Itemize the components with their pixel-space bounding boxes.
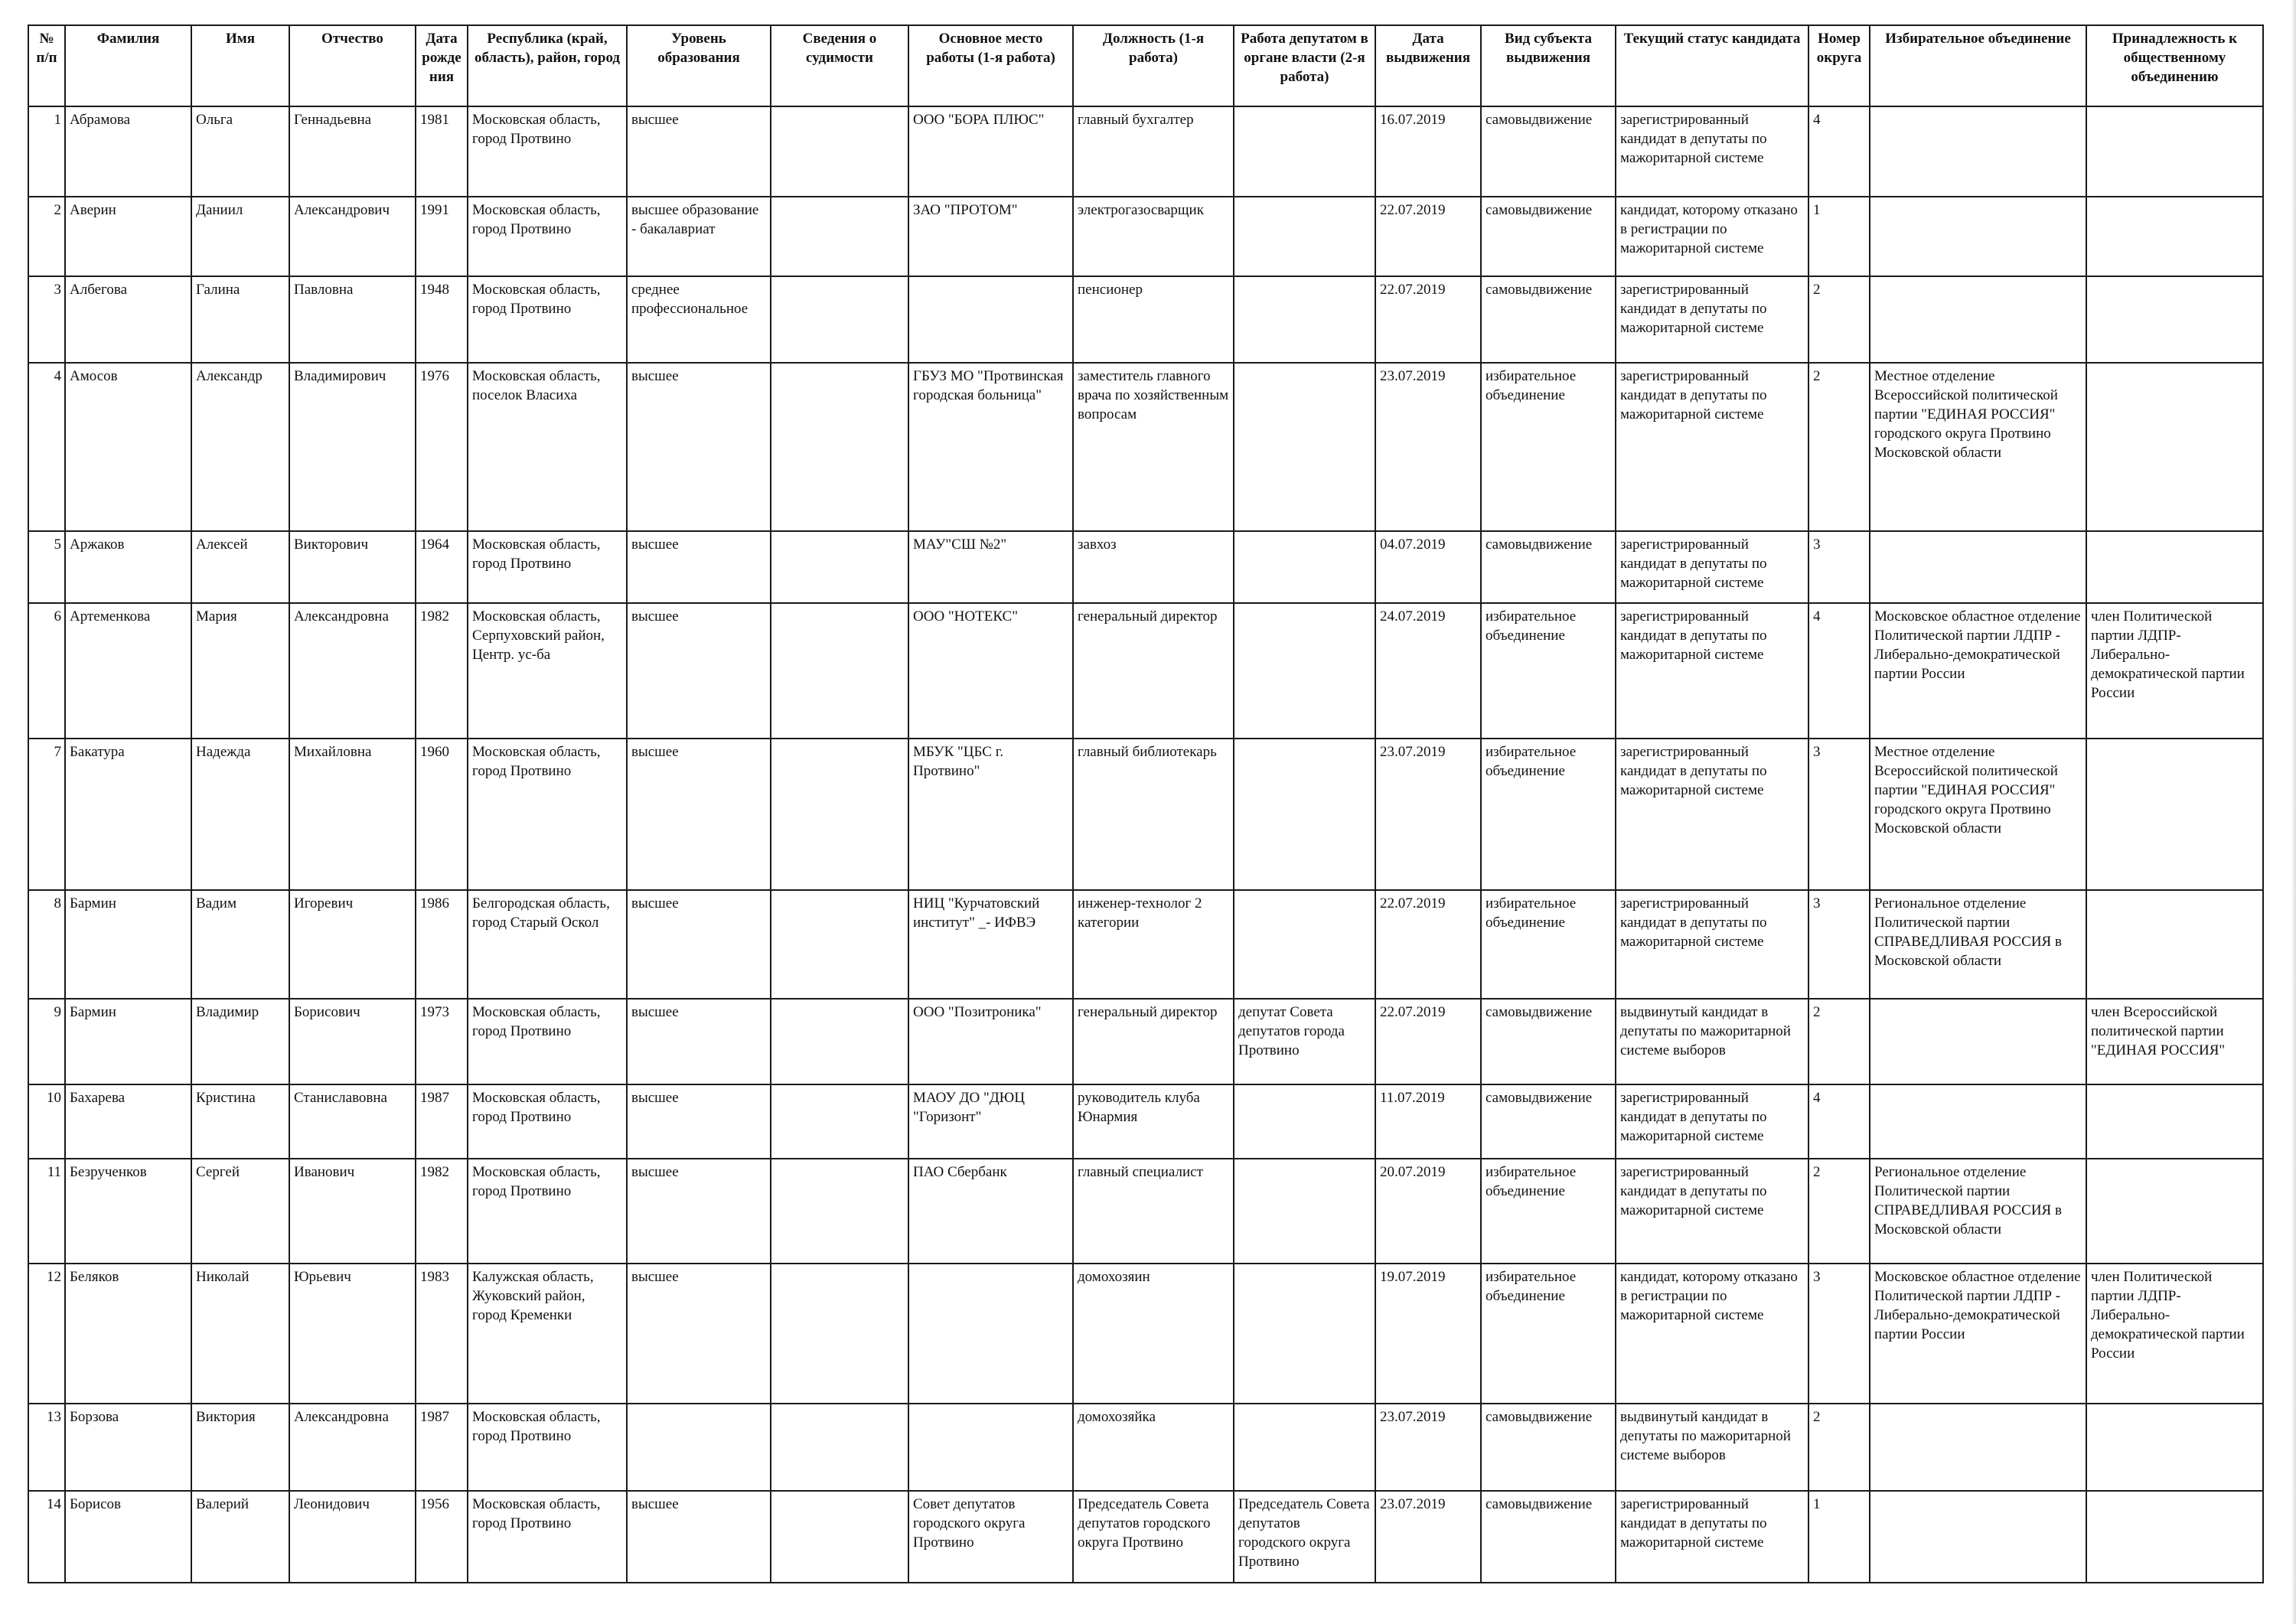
cell-position: главный специалист [1073, 1159, 1234, 1264]
cell-first-name: Мария [191, 603, 289, 739]
header-region: Республика (край, область), район, город [468, 25, 627, 106]
cell-electoral-association [1870, 1404, 2086, 1491]
cell-birth-date: 1973 [416, 999, 468, 1084]
cell-birth-date: 1983 [416, 1264, 468, 1404]
cell-region: Московская область, город Протвино [468, 1491, 627, 1583]
cell-birth-date: 1956 [416, 1491, 468, 1583]
cell-nomination-date: 22.07.2019 [1375, 197, 1481, 276]
header-conviction: Сведения о судимости [771, 25, 908, 106]
table-row [28, 197, 2263, 276]
cell-position: пенсионер [1073, 276, 1234, 363]
cell-patronymic: Александрович [289, 197, 416, 276]
cell-position: завхоз [1073, 531, 1234, 603]
table-row [28, 363, 2263, 531]
table-body [28, 106, 2263, 1583]
cell-status: зарегистрированный кандидат в депутаты по мажоритарной системе [1616, 1084, 1808, 1159]
cell-public-association: член Политической партии ЛДПР-Либерально-демократической партии России [2086, 603, 2263, 739]
cell-patronymic: Владимирович [289, 363, 416, 531]
cell-birth-date: 1948 [416, 276, 468, 363]
cell-number: 1 [28, 106, 65, 197]
cell-education: высшее [627, 1264, 771, 1404]
cell-district: 3 [1808, 531, 1870, 603]
cell-status: зарегистрированный кандидат в депутаты по мажоритарной системе [1616, 106, 1808, 197]
cell-patronymic: Борисович [289, 999, 416, 1084]
cell-district: 3 [1808, 890, 1870, 999]
cell-number: 2 [28, 197, 65, 276]
cell-surname: Артеменкова [65, 603, 191, 739]
cell-public-association [2086, 531, 2263, 603]
cell-electoral-association [1870, 531, 2086, 603]
cell-deputy-work [1234, 276, 1375, 363]
cell-birth-date: 1982 [416, 603, 468, 739]
cell-nomination-type: самовыдвижение [1481, 1084, 1616, 1159]
cell-public-association: член Всероссийской политической партии "ЕДИНАЯ РОССИЯ" [2086, 999, 2263, 1084]
cell-position: главный бухгалтер [1073, 106, 1234, 197]
cell-conviction [771, 603, 908, 739]
cell-public-association [2086, 197, 2263, 276]
cell-nomination-type: избирательное объединение [1481, 1159, 1616, 1264]
cell-deputy-work [1234, 1264, 1375, 1404]
cell-education: высшее образование - бакалавриат [627, 197, 771, 276]
cell-first-name: Александр [191, 363, 289, 531]
cell-education: высшее [627, 1491, 771, 1583]
cell-patronymic: Александровна [289, 603, 416, 739]
cell-status: зарегистрированный кандидат в депутаты по мажоритарной системе [1616, 890, 1808, 999]
cell-workplace [908, 1404, 1073, 1491]
cell-number: 8 [28, 890, 65, 999]
header-number: № п/п [28, 25, 65, 106]
header-nomination-type: Вид субъекта выдвижения [1481, 25, 1616, 106]
cell-number: 14 [28, 1491, 65, 1583]
cell-first-name: Виктория [191, 1404, 289, 1491]
cell-surname: Бармин [65, 999, 191, 1084]
cell-patronymic: Юрьевич [289, 1264, 416, 1404]
table-row [28, 106, 2263, 197]
cell-birth-date: 1987 [416, 1404, 468, 1491]
cell-surname: Бармин [65, 890, 191, 999]
header-electoral-association: Избирательное объединение [1870, 25, 2086, 106]
cell-first-name: Сергей [191, 1159, 289, 1264]
cell-workplace: МАОУ ДО "ДЮЦ "Горизонт" [908, 1084, 1073, 1159]
cell-nomination-type: самовыдвижение [1481, 197, 1616, 276]
cell-surname: Бахарева [65, 1084, 191, 1159]
cell-birth-date: 1991 [416, 197, 468, 276]
cell-status: выдвинутый кандидат в депутаты по мажоритарной системе выборов [1616, 1404, 1808, 1491]
cell-district: 1 [1808, 197, 1870, 276]
cell-region: Калужская область, Жуковский район, город Кременки [468, 1264, 627, 1404]
table-row [28, 603, 2263, 739]
cell-electoral-association: Региональное отделение Политической партии СПРАВЕДЛИВАЯ РОССИЯ в Московской области [1870, 890, 2086, 999]
cell-electoral-association: Местное отделение Всероссийской политической партии "ЕДИНАЯ РОССИЯ" городского округа Протвино Московской области [1870, 739, 2086, 890]
cell-public-association [2086, 739, 2263, 890]
table-row [28, 739, 2263, 890]
cell-district: 1 [1808, 1491, 1870, 1583]
cell-education: высшее [627, 363, 771, 531]
cell-position: домохозяин [1073, 1264, 1234, 1404]
cell-number: 13 [28, 1404, 65, 1491]
cell-nomination-date: 20.07.2019 [1375, 1159, 1481, 1264]
header-row [28, 25, 2263, 106]
cell-conviction [771, 890, 908, 999]
cell-birth-date: 1960 [416, 739, 468, 890]
cell-first-name: Ольга [191, 106, 289, 197]
header-first-name: Имя [191, 25, 289, 106]
cell-nomination-type: самовыдвижение [1481, 999, 1616, 1084]
cell-nomination-date: 23.07.2019 [1375, 1491, 1481, 1583]
cell-nomination-type: самовыдвижение [1481, 276, 1616, 363]
cell-electoral-association: Местное отделение Всероссийской политической партии "ЕДИНАЯ РОССИЯ" городского округа Протвино Московской области [1870, 363, 2086, 531]
cell-electoral-association [1870, 1491, 2086, 1583]
cell-surname: Абрамова [65, 106, 191, 197]
cell-status: зарегистрированный кандидат в депутаты по мажоритарной системе [1616, 363, 1808, 531]
cell-region: Белгородская область, город Старый Оскол [468, 890, 627, 999]
cell-education: высшее [627, 890, 771, 999]
cell-surname: Борисов [65, 1491, 191, 1583]
cell-position: генеральный директор [1073, 603, 1234, 739]
cell-status: зарегистрированный кандидат в депутаты по мажоритарной системе [1616, 603, 1808, 739]
cell-position: заместитель главного врача по хозяйственным вопросам [1073, 363, 1234, 531]
cell-deputy-work [1234, 1159, 1375, 1264]
header-nomination-date: Дата выдвижения [1375, 25, 1481, 106]
cell-public-association [2086, 363, 2263, 531]
cell-region: Московская область, город Протвино [468, 739, 627, 890]
cell-education: высшее [627, 1084, 771, 1159]
header-district: Номер округа [1808, 25, 1870, 106]
cell-nomination-date: 16.07.2019 [1375, 106, 1481, 197]
cell-public-association [2086, 276, 2263, 363]
cell-number: 11 [28, 1159, 65, 1264]
cell-public-association [2086, 106, 2263, 197]
cell-surname: Албегова [65, 276, 191, 363]
cell-public-association: член Политической партии ЛДПР-Либерально-демократической партии России [2086, 1264, 2263, 1404]
cell-first-name: Владимир [191, 999, 289, 1084]
cell-conviction [771, 1264, 908, 1404]
table-row [28, 1084, 2263, 1159]
cell-deputy-work [1234, 1404, 1375, 1491]
cell-deputy-work [1234, 197, 1375, 276]
cell-district: 2 [1808, 276, 1870, 363]
cell-region: Московская область, город Протвино [468, 1404, 627, 1491]
cell-nomination-date: 22.07.2019 [1375, 276, 1481, 363]
cell-conviction [771, 1159, 908, 1264]
cell-conviction [771, 363, 908, 531]
cell-patronymic: Павловна [289, 276, 416, 363]
cell-status: зарегистрированный кандидат в депутаты по мажоритарной системе [1616, 531, 1808, 603]
cell-electoral-association: Московское областное отделение Политической партии ЛДПР - Либерально-демократической партии России [1870, 603, 2086, 739]
cell-status: зарегистрированный кандидат в депутаты по мажоритарной системе [1616, 1491, 1808, 1583]
cell-number: 6 [28, 603, 65, 739]
cell-workplace: ГБУЗ МО "Протвинская городская больница" [908, 363, 1073, 531]
cell-birth-date: 1976 [416, 363, 468, 531]
cell-position: Председатель Совета депутатов городского округа Протвино [1073, 1491, 1234, 1583]
cell-number: 4 [28, 363, 65, 531]
cell-deputy-work [1234, 890, 1375, 999]
cell-nomination-type: самовыдвижение [1481, 531, 1616, 603]
cell-region: Московская область, город Протвино [468, 1084, 627, 1159]
cell-nomination-date: 22.07.2019 [1375, 890, 1481, 999]
cell-nomination-type: самовыдвижение [1481, 1491, 1616, 1583]
cell-surname: Борзова [65, 1404, 191, 1491]
header-patronymic: Отчество [289, 25, 416, 106]
cell-electoral-association: Московское областное отделение Политической партии ЛДПР - Либерально-демократической партии России [1870, 1264, 2086, 1404]
cell-surname: Беляков [65, 1264, 191, 1404]
table-row [28, 890, 2263, 999]
cell-education: высшее [627, 603, 771, 739]
cell-number: 9 [28, 999, 65, 1084]
cell-birth-date: 1986 [416, 890, 468, 999]
cell-first-name: Алексей [191, 531, 289, 603]
cell-nomination-date: 11.07.2019 [1375, 1084, 1481, 1159]
cell-workplace: ЗАО "ПРОТОМ" [908, 197, 1073, 276]
table-row [28, 1404, 2263, 1491]
cell-nomination-date: 24.07.2019 [1375, 603, 1481, 739]
scan-edge-shadow [2291, 0, 2296, 1624]
cell-first-name: Галина [191, 276, 289, 363]
cell-nomination-type: избирательное объединение [1481, 1264, 1616, 1404]
cell-district: 4 [1808, 1084, 1870, 1159]
cell-status: кандидат, которому отказано в регистрации по мажоритарной системе [1616, 197, 1808, 276]
cell-conviction [771, 1491, 908, 1583]
cell-education [627, 1404, 771, 1491]
table-row [28, 531, 2263, 603]
cell-number: 3 [28, 276, 65, 363]
cell-district: 3 [1808, 1264, 1870, 1404]
cell-workplace: ООО "Позитроника" [908, 999, 1073, 1084]
cell-electoral-association [1870, 106, 2086, 197]
cell-patronymic: Михайловна [289, 739, 416, 890]
cell-patronymic: Геннадьевна [289, 106, 416, 197]
cell-number: 5 [28, 531, 65, 603]
cell-electoral-association [1870, 999, 2086, 1084]
cell-status: зарегистрированный кандидат в депутаты по мажоритарной системе [1616, 1159, 1808, 1264]
cell-district: 2 [1808, 1404, 1870, 1491]
cell-birth-date: 1982 [416, 1159, 468, 1264]
cell-position: инженер-технолог 2 категории [1073, 890, 1234, 999]
cell-birth-date: 1987 [416, 1084, 468, 1159]
cell-district: 4 [1808, 106, 1870, 197]
cell-workplace: ООО "НОТЕКС" [908, 603, 1073, 739]
cell-conviction [771, 1084, 908, 1159]
cell-surname: Аверин [65, 197, 191, 276]
cell-surname: Аржаков [65, 531, 191, 603]
cell-district: 2 [1808, 363, 1870, 531]
cell-status: кандидат, которому отказано в регистрации по мажоритарной системе [1616, 1264, 1808, 1404]
cell-education: высшее [627, 999, 771, 1084]
cell-workplace: МАУ"СШ №2" [908, 531, 1073, 603]
cell-region: Московская область, город Протвино [468, 106, 627, 197]
cell-nomination-date: 22.07.2019 [1375, 999, 1481, 1084]
cell-position: генеральный директор [1073, 999, 1234, 1084]
cell-deputy-work: депутат Совета депутатов города Протвино [1234, 999, 1375, 1084]
cell-number: 12 [28, 1264, 65, 1404]
cell-region: Московская область, поселок Власиха [468, 363, 627, 531]
cell-district: 2 [1808, 1159, 1870, 1264]
cell-conviction [771, 999, 908, 1084]
cell-region: Московская область, город Протвино [468, 531, 627, 603]
table-row [28, 1264, 2263, 1404]
cell-first-name: Вадим [191, 890, 289, 999]
cell-workplace: ООО "БОРА ПЛЮС" [908, 106, 1073, 197]
cell-status: выдвинутый кандидат в депутаты по мажоритарной системе выборов [1616, 999, 1808, 1084]
cell-region: Московская область, Серпуховский район, Центр. ус-ба [468, 603, 627, 739]
cell-education: среднее профессиональное [627, 276, 771, 363]
cell-conviction [771, 739, 908, 890]
header-public-association: Принадлежность к общественному объединению [2086, 25, 2263, 106]
cell-conviction [771, 106, 908, 197]
table-row [28, 999, 2263, 1084]
cell-patronymic: Игоревич [289, 890, 416, 999]
cell-education: высшее [627, 1159, 771, 1264]
cell-deputy-work: Председатель Совета депутатов городского округа Протвино [1234, 1491, 1375, 1583]
cell-district: 2 [1808, 999, 1870, 1084]
cell-public-association [2086, 890, 2263, 999]
cell-workplace: Совет депутатов городского округа Протвино [908, 1491, 1073, 1583]
cell-surname: Безрученков [65, 1159, 191, 1264]
cell-deputy-work [1234, 603, 1375, 739]
cell-workplace: НИЦ "Курчатовский институт" _- ИФВЭ [908, 890, 1073, 999]
cell-nomination-date: 19.07.2019 [1375, 1264, 1481, 1404]
cell-status: зарегистрированный кандидат в депутаты по мажоритарной системе [1616, 739, 1808, 890]
cell-nomination-date: 04.07.2019 [1375, 531, 1481, 603]
cell-nomination-type: самовыдвижение [1481, 106, 1616, 197]
table-row [28, 1159, 2263, 1264]
header-birth-date: Дата рождения [416, 25, 468, 106]
cell-number: 10 [28, 1084, 65, 1159]
cell-patronymic: Иванович [289, 1159, 416, 1264]
cell-nomination-type: самовыдвижение [1481, 1404, 1616, 1491]
cell-region: Московская область, город Протвино [468, 197, 627, 276]
cell-surname: Бакатура [65, 739, 191, 890]
cell-workplace [908, 276, 1073, 363]
cell-first-name: Валерий [191, 1491, 289, 1583]
header-status: Текущий статус кандидата [1616, 25, 1808, 106]
cell-public-association [2086, 1404, 2263, 1491]
cell-deputy-work [1234, 739, 1375, 890]
cell-region: Московская область, город Протвино [468, 276, 627, 363]
cell-conviction [771, 531, 908, 603]
cell-nomination-type: избирательное объединение [1481, 363, 1616, 531]
cell-conviction [771, 1404, 908, 1491]
cell-first-name: Надежда [191, 739, 289, 890]
cell-electoral-association: Региональное отделение Политической партии СПРАВЕДЛИВАЯ РОССИЯ в Московской области [1870, 1159, 2086, 1264]
cell-birth-date: 1964 [416, 531, 468, 603]
cell-workplace [908, 1264, 1073, 1404]
cell-patronymic: Викторович [289, 531, 416, 603]
cell-patronymic: Леонидович [289, 1491, 416, 1583]
cell-position: руководитель клуба Юнармия [1073, 1084, 1234, 1159]
cell-district: 3 [1808, 739, 1870, 890]
cell-patronymic: Станиславовна [289, 1084, 416, 1159]
cell-number: 7 [28, 739, 65, 890]
cell-nomination-date: 23.07.2019 [1375, 739, 1481, 890]
table-row [28, 276, 2263, 363]
cell-public-association [2086, 1491, 2263, 1583]
cell-conviction [771, 197, 908, 276]
cell-position: главный библиотекарь [1073, 739, 1234, 890]
cell-workplace: ПАО Сбербанк [908, 1159, 1073, 1264]
cell-first-name: Николай [191, 1264, 289, 1404]
candidates-table [28, 24, 2264, 1583]
cell-position: электрогазосварщик [1073, 197, 1234, 276]
cell-education: высшее [627, 531, 771, 603]
cell-nomination-type: избирательное объединение [1481, 603, 1616, 739]
cell-region: Московская область, город Протвино [468, 999, 627, 1084]
cell-deputy-work [1234, 363, 1375, 531]
header-position: Должность (1-я работа) [1073, 25, 1234, 106]
cell-deputy-work [1234, 1084, 1375, 1159]
cell-nomination-type: избирательное объединение [1481, 739, 1616, 890]
cell-region: Московская область, город Протвино [468, 1159, 627, 1264]
header-surname: Фамилия [65, 25, 191, 106]
cell-first-name: Кристина [191, 1084, 289, 1159]
cell-position: домохозяйка [1073, 1404, 1234, 1491]
cell-nomination-date: 23.07.2019 [1375, 1404, 1481, 1491]
cell-deputy-work [1234, 531, 1375, 603]
cell-electoral-association [1870, 1084, 2086, 1159]
cell-surname: Амосов [65, 363, 191, 531]
header-education: Уровень образования [627, 25, 771, 106]
cell-electoral-association [1870, 276, 2086, 363]
table-row [28, 1491, 2263, 1583]
cell-education: высшее [627, 739, 771, 890]
cell-first-name: Даниил [191, 197, 289, 276]
cell-conviction [771, 276, 908, 363]
cell-public-association [2086, 1084, 2263, 1159]
cell-electoral-association [1870, 197, 2086, 276]
cell-birth-date: 1981 [416, 106, 468, 197]
cell-nomination-date: 23.07.2019 [1375, 363, 1481, 531]
cell-public-association [2086, 1159, 2263, 1264]
cell-patronymic: Александровна [289, 1404, 416, 1491]
cell-deputy-work [1234, 106, 1375, 197]
cell-nomination-type: избирательное объединение [1481, 890, 1616, 999]
cell-workplace: МБУК "ЦБС г. Протвино" [908, 739, 1073, 890]
cell-district: 4 [1808, 603, 1870, 739]
header-deputy-work: Работа депутатом в органе власти (2-я работа) [1234, 25, 1375, 106]
cell-status: зарегистрированный кандидат в депутаты по мажоритарной системе [1616, 276, 1808, 363]
header-workplace: Основное место работы (1-я работа) [908, 25, 1073, 106]
cell-education: высшее [627, 106, 771, 197]
